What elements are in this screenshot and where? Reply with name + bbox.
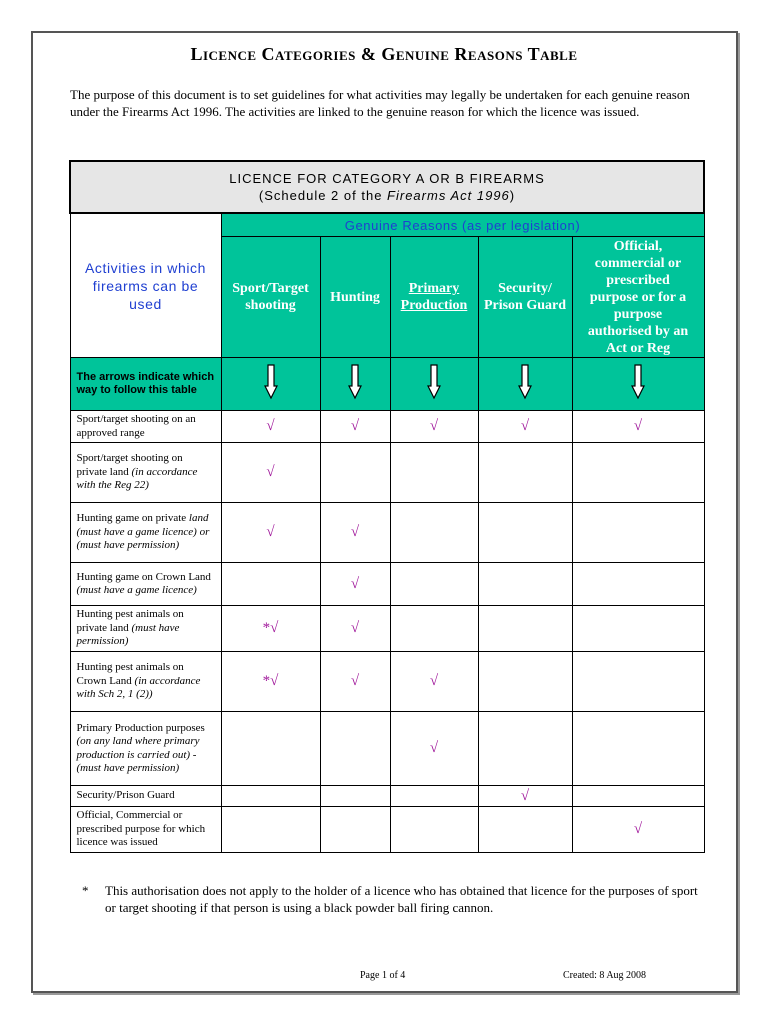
- empty-cell: [390, 606, 478, 652]
- arrow-instruction: The arrows indicate which way to follow this table: [70, 358, 221, 411]
- col-primary-production-header: Primary Production: [390, 237, 478, 358]
- footnote-text: This authorisation does not apply to the holder of a licence who has obtained that licence for the purposes of sport or target shooting if that person is using a black powder ball firing cannon.: [105, 883, 698, 915]
- check-icon: √: [350, 418, 360, 434]
- col-sport-target-header: Sport/Target shooting: [221, 237, 320, 358]
- empty-cell: [572, 786, 704, 807]
- empty-cell: [478, 807, 572, 853]
- activity-label: Sport/target shooting on private land (in accordance with the Reg 22): [70, 443, 221, 503]
- empty-cell: [478, 606, 572, 652]
- licence-table: [69, 160, 705, 853]
- empty-cell: [320, 807, 390, 853]
- check-icon: √: [429, 418, 439, 434]
- tick-mark: [572, 807, 704, 853]
- tick-mark: [390, 712, 478, 786]
- empty-cell: [478, 652, 572, 712]
- activity-label: Sport/target shooting on an approved range: [70, 411, 221, 443]
- tick-mark: [320, 606, 390, 652]
- footnote: [82, 882, 702, 916]
- empty-cell: [478, 503, 572, 563]
- empty-cell: [478, 443, 572, 503]
- empty-cell: [572, 563, 704, 606]
- empty-cell: [320, 712, 390, 786]
- tick-mark: [478, 411, 572, 443]
- empty-cell: [221, 712, 320, 786]
- empty-cell: [390, 503, 478, 563]
- tick-mark: [320, 411, 390, 443]
- empty-cell: [221, 786, 320, 807]
- empty-cell: [221, 807, 320, 853]
- empty-cell: [221, 563, 320, 606]
- empty-cell: [320, 786, 390, 807]
- table-header-line2: (Schedule 2 of the Firearms Act 1996): [258, 188, 516, 203]
- page-title: Licence Categories & Genuine Reasons Table: [190, 44, 578, 64]
- empty-cell: [390, 807, 478, 853]
- check-icon: √: [520, 787, 530, 804]
- intro-paragraph: The purpose of this document is to set guidelines for what activities may legally be undertaken for each genuine reason under the Firearms Act 1996. The activities are linked to the genuine reason for which the licence was issued.: [70, 87, 690, 119]
- table-row: [70, 443, 704, 503]
- tick-mark: [221, 652, 320, 712]
- down-arrow-icon: [390, 358, 478, 411]
- table-row: [70, 652, 704, 712]
- check-icon: √: [633, 418, 643, 434]
- empty-cell: [478, 563, 572, 606]
- tick-mark: [572, 411, 704, 443]
- table-row: [70, 712, 704, 786]
- created-date: Created: 8 Aug 2008: [563, 970, 647, 981]
- table-row: [70, 807, 704, 853]
- down-arrow-icon: [572, 358, 704, 411]
- check-icon: √: [429, 673, 439, 689]
- empty-cell: [478, 712, 572, 786]
- empty-cell: [320, 443, 390, 503]
- activities-label: Activities in which firearms can be used: [70, 213, 221, 358]
- col-security-prison-header: Security/ Prison Guard: [478, 237, 572, 358]
- empty-cell: [390, 786, 478, 807]
- tick-mark: [390, 411, 478, 443]
- activity-label: Hunting pest animals on Crown Land (in accordance with Sch 2, 1 (2)): [70, 652, 221, 712]
- page-number: Page 1 of 4: [360, 970, 406, 981]
- genuine-reasons-header: Genuine Reasons (as per legislation): [221, 213, 704, 237]
- down-arrow-icon: [478, 358, 572, 411]
- activity-label: Primary Production purposes (on any land where primary production is carried out) - (must have permission): [70, 712, 221, 786]
- empty-cell: [572, 503, 704, 563]
- check-icon: √: [350, 620, 360, 636]
- table-header: [70, 161, 704, 213]
- empty-cell: [572, 443, 704, 503]
- tick-mark: [221, 606, 320, 652]
- tick-mark: [221, 503, 320, 563]
- table-row: [70, 606, 704, 652]
- check-icon: √: [266, 418, 275, 434]
- check-icon: √: [350, 575, 360, 592]
- empty-cell: [390, 563, 478, 606]
- check-icon: *√: [262, 673, 279, 689]
- activity-label: Hunting game on Crown Land (must have a game licence): [70, 563, 221, 606]
- activity-label: Hunting game on private land (must have a game licence) or (must have permission): [70, 503, 221, 563]
- tick-mark: [320, 503, 390, 563]
- empty-cell: [572, 606, 704, 652]
- check-icon: √: [266, 464, 275, 480]
- check-icon: √: [350, 524, 360, 540]
- check-icon: √: [266, 524, 275, 540]
- table-header-line1: LICENCE FOR CATEGORY A OR B FIREARMS: [229, 171, 545, 186]
- footnote-star: *: [82, 883, 89, 898]
- empty-cell: [572, 652, 704, 712]
- col-hunting-header: Hunting: [320, 237, 390, 358]
- tick-mark: [478, 786, 572, 807]
- table-row: [70, 503, 704, 563]
- activity-label: Security/Prison Guard: [70, 786, 221, 807]
- empty-cell: [390, 443, 478, 503]
- check-icon: √: [520, 418, 530, 434]
- tick-mark: [221, 411, 320, 443]
- check-icon: √: [633, 821, 643, 837]
- table-row: [70, 786, 704, 807]
- table-row: [70, 411, 704, 443]
- check-icon: √: [350, 673, 360, 689]
- check-icon: √: [429, 740, 439, 756]
- tick-mark: [320, 563, 390, 606]
- check-icon: *√: [262, 620, 279, 636]
- col-official-commercial-header: Official, commercial or prescribed purpose or for a purpose authorised by an Act or Reg: [572, 237, 704, 358]
- activity-label: Official, Commercial or prescribed purpose for which licence was issued: [70, 807, 221, 853]
- down-arrow-icon: [320, 358, 390, 411]
- tick-mark: [390, 652, 478, 712]
- down-arrow-icon: [221, 358, 320, 411]
- empty-cell: [572, 712, 704, 786]
- table-row: [70, 563, 704, 606]
- activity-label: Hunting pest animals on private land (must have permission): [70, 606, 221, 652]
- tick-mark: [320, 652, 390, 712]
- tick-mark: [221, 443, 320, 503]
